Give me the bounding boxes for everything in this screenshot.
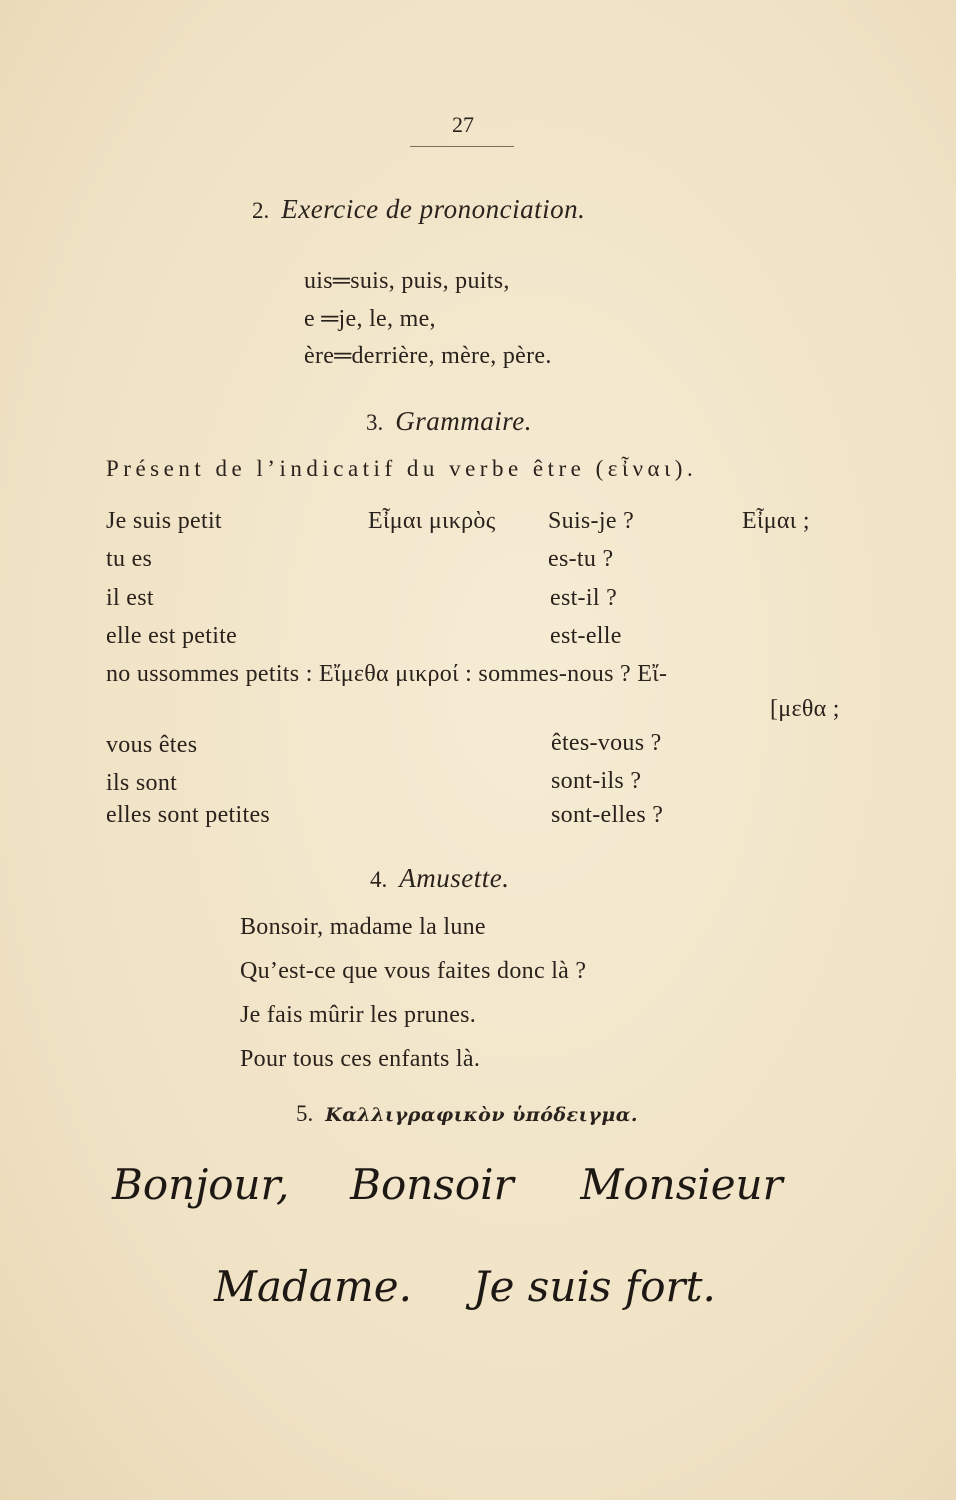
page-number: 27	[452, 112, 474, 137]
present-tense-caption: Présent de l’indicatif du verbe être (εἶναι).	[106, 456, 698, 481]
conj-row-4-question: est-elle	[550, 623, 622, 649]
conj-row-2-question: es-tu ?	[548, 546, 614, 572]
conj-row-1-answer: Εἶμαι ;	[742, 508, 810, 534]
section-5-heading	[296, 1097, 638, 1128]
calligraphy-word-bonjour: Bonjour,	[112, 1160, 290, 1209]
section-5-title: Καλλιγραφικὸν ὑπόδειγμα.	[325, 1104, 638, 1126]
poem-line-1: Bonsoir, madame la lune	[240, 914, 486, 940]
section-5-number: 5.	[296, 1101, 314, 1126]
conj-row-2-french: tu es	[106, 546, 153, 572]
calligraphy-word-bonsoir: Bonsoir	[350, 1160, 514, 1209]
conj-row-4-french: elle est petite	[106, 623, 238, 649]
conj-row-7-question: sont-ils ?	[551, 768, 642, 794]
pronunciation-line-1: uis═suis, puis, puits,	[304, 268, 510, 294]
calligraphy-phrase-je-suis-fort: Je suis fort.	[472, 1262, 716, 1311]
pronunciation-line-3: ère═derrière, mère, père.	[304, 343, 552, 369]
conj-row-3-question: est-il ?	[550, 585, 618, 611]
section-3-number: 3.	[366, 410, 384, 435]
calligraphy-word-monsieur: Monsieur	[580, 1160, 783, 1209]
conj-row-5-line: no ussommes petits : Εἴμεθα μικροί : sommes-nous ? Εἴ-	[106, 661, 668, 687]
section-2-number: 2.	[252, 198, 270, 223]
conj-row-6-french: vous êtes	[106, 732, 198, 758]
section-2-title: Exercice de prononciation.	[281, 194, 586, 224]
conj-row-1-greek: Εἶμαι μικρὸς	[368, 508, 496, 534]
poem-line-4: Pour tous ces enfants là.	[240, 1046, 481, 1072]
section-4-heading	[370, 863, 509, 894]
calligraphy-line-2	[214, 1262, 716, 1311]
section-2-heading	[252, 194, 585, 225]
conj-row-3-french: il est	[106, 585, 154, 611]
conj-row-5-continuation: [μεθα ;	[770, 696, 840, 722]
calligraphy-word-madame: Madame.	[214, 1262, 413, 1311]
page-number-rule	[410, 146, 514, 147]
calligraphy-line-1	[112, 1160, 783, 1209]
section-4-number: 4.	[370, 867, 388, 892]
section-3-title: Grammaire.	[395, 406, 532, 436]
conj-row-1-french: Je suis petit	[106, 508, 222, 534]
conj-row-8-french: elles sont petites	[106, 802, 271, 828]
conj-row-8-question: sont-elles ?	[551, 802, 664, 828]
conj-row-6-question: êtes-vous ?	[551, 730, 662, 756]
conj-row-1-question: Suis-je ?	[548, 508, 635, 534]
pronunciation-line-2: e ═je, le, me,	[304, 306, 436, 332]
conj-row-7-french: ils sont	[106, 770, 178, 796]
section-4-title: Amusette.	[399, 863, 510, 893]
section-3-heading	[366, 406, 532, 437]
poem-line-2: Qu’est-ce que vous faites donc là ?	[240, 958, 587, 984]
poem-line-3: Je fais mûrir les prunes.	[240, 1002, 477, 1028]
